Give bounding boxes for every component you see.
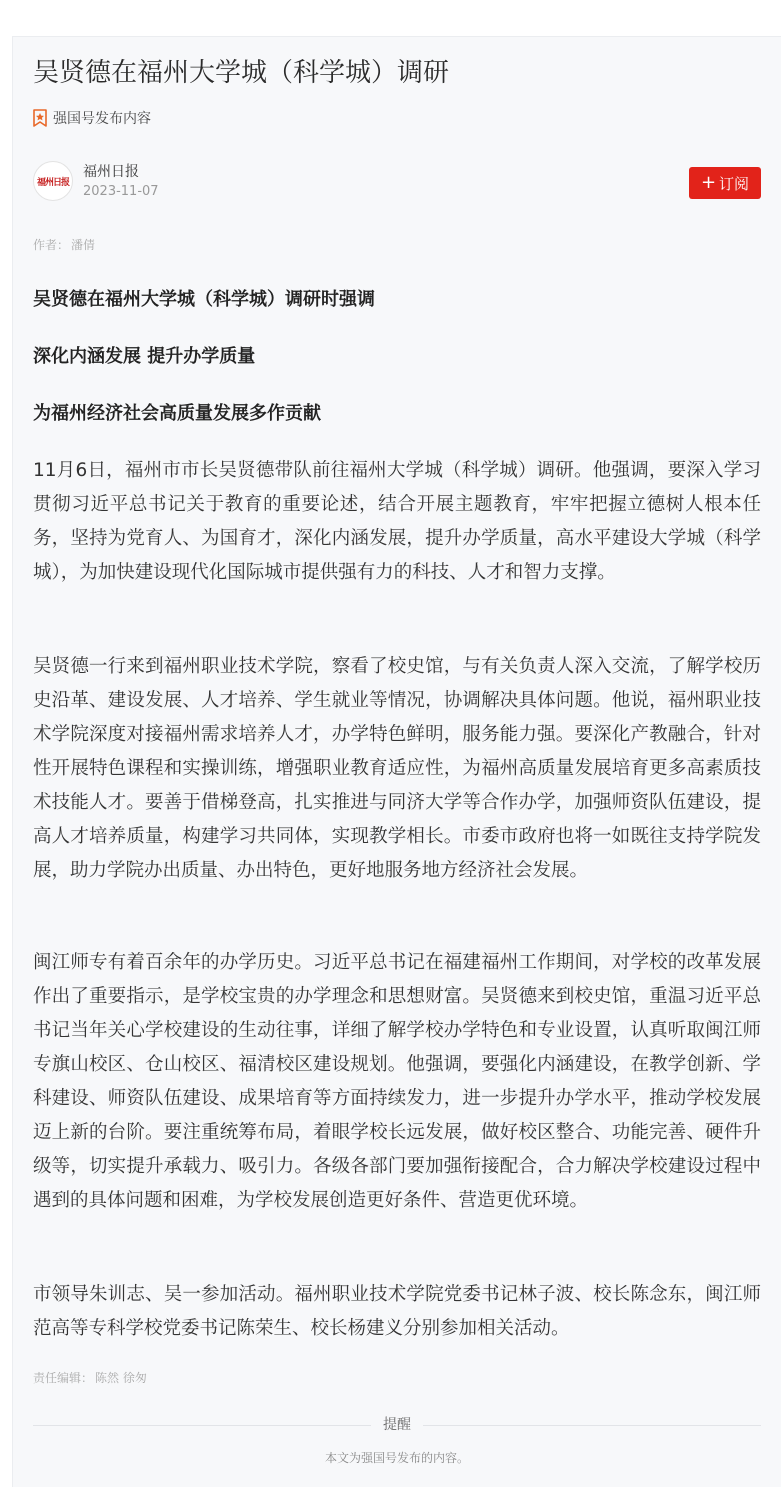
plus-icon: + [700,172,717,193]
publish-date: 2023-11-07 [83,184,159,199]
author-name[interactable]: 福州日报 [83,164,139,180]
headline-3: 为福州经济社会高质量发展多作贡献 [33,403,321,424]
editor-names: 陈然 徐匆 [95,1371,147,1385]
publisher-tag-label: 强国号发布内容 [53,111,151,127]
responsible-editor [33,1369,147,1386]
bookmark-star-icon [33,109,47,127]
notice-label: 提醒 [371,1413,423,1437]
notice-divider [33,1413,761,1439]
editor-label: 责任编辑： [33,1371,94,1385]
notice-text: 本文为强国号发布的内容。 [324,1451,469,1465]
subscribe-button[interactable] [689,167,761,199]
publisher-tag [33,107,151,129]
byline-author: 潘倩 [71,238,96,252]
paragraph-1: 11月6日，福州市市长吴贤德带队前往福州大学城（科学城）调研。他强调，要深入学习贯彻习近平总书记关于教育的重要论述，结合开展主题教育，牢牢把握立德树人根本任务，坚持为党育人、为国育才，深化内涵发展，提升办学质量，高水平建设大学城（科学城），为加快建设现代化国际城市提供强有力的科技、人才和智力支撑。 [33,460,761,583]
article-title: 吴贤德在福州大学城（科学城）调研 [33,58,450,88]
paragraph-3: 闽江师专有着百余年的办学历史。习近平总书记在福建福州工作期间，对学校的改革发展作出了重要指示，是学校宝贵的办学理念和思想财富。吴贤德来到校史馆，重温习近平总书记当年关心学校建设的生动往事，详细了解学校办学特色和专业设置，认真听取闽江师专旗山校区、仓山校区、福清校区建设规划。他强调，要强化内涵建设，在教学创新、学科建设、师资队伍建设、成果培育等方面持续发力，进一步提升办学水平，推动学校发展迈上新的台阶。要注重统筹布局，着眼学校长远发展，做好校区整合、功能完善、硬件升级等，切实提升承载力、吸引力。各级各部门要加强衔接配合，合力解决学校建设过程中遇到的具体问题和困难，为学校发展创造更好条件、营造更优环境。 [33,952,761,1211]
author-avatar[interactable] [33,161,73,201]
headline-1: 吴贤德在福州大学城（科学城）调研时强调 [33,289,375,310]
article-page [12,36,781,1487]
headline-2: 深化内涵发展 提升办学质量 [33,346,256,367]
paragraph-2: 吴贤德一行来到福州职业技术学院，察看了校史馆，与有关负责人深入交流，了解学校历史沿革、建设发展、人才培养、学生就业等情况，协调解决具体问题。他说，福州职业技术学院深度对接福州需求培养人才，办学特色鲜明，服务能力强。要深化产教融合，针对性开展特色课程和实操训练，增强职业教育适应性，为福州高质量发展培育更多高素质技术技能人才。要善于借梯登高，扎实推进与同济大学等合作办学，加强师资队伍建设，提高人才培养质量，构建学习共同体，实现教学相长。市委市政府也将一如既往支持学院发展，助力学院办出质量、办出特色，更好地服务地方经济社会发展。 [33,656,761,881]
byline [33,236,95,253]
byline-label: 作者： [33,238,70,252]
paragraph-4: 市领导朱训志、吴一参加活动。福州职业技术学院党委书记林子波、校长陈念东，闽江师范高等专科学校党委书记陈荣生、校长杨建义分别参加相关活动。 [33,1284,761,1339]
author-avatar-logo: 福州日报 [36,177,69,188]
subscribe-label: 订阅 [719,174,750,193]
author-row [33,161,761,203]
